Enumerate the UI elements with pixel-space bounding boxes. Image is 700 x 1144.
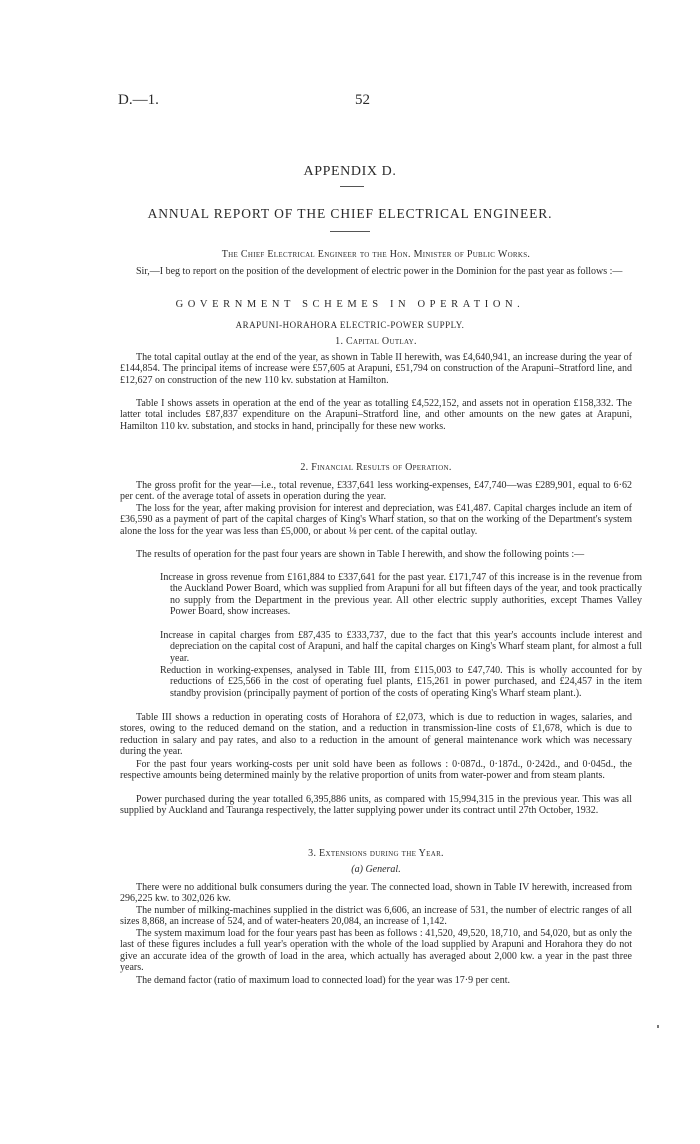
point-working-expenses: Reduction in working-expenses, analysed in Table III, from £115,003 to £47,740. This is wholly accounted for by reductions of £25,566 in the cost of operating fuel plants, £15,261 in power purchased, and £24,457 in the item standby provision (principally payment of portion of the costs of operating King's Wharf steam plant.). xyxy=(160,665,642,699)
extensions-subheading: (a) General. xyxy=(351,864,401,875)
point-capital-charges: Increase in capital charges from £87,435 to £333,737, due to the fact that this year's accounts include interest and depreciation on the capital cost of Arapuni, and half the capital charges on King's Wharf steam plant, for almost a full year. xyxy=(160,630,642,664)
appendix-title: APPENDIX D. xyxy=(303,164,397,179)
subsection-heading: ARAPUNI-HORAHORA ELECTRIC-POWER SUPPLY. xyxy=(235,320,465,330)
title-divider xyxy=(340,186,364,187)
financial-results-paragraph-6: Power purchased during the year totalled 6,395,886 units, as compared with 15,994,315 in the previous year. This was all supplied by Auckland and Tauranga respectively, the latter supplying power under its contract until 27th October, 1932. xyxy=(120,794,632,817)
financial-results-heading: 2. Financial Results of Operation. xyxy=(300,462,452,473)
address-line: The Chief Electrical Engineer to the Hon. Minister of Public Works. xyxy=(221,249,531,260)
financial-results-paragraph-4: Table III shows a reduction in operating costs of Horahora of £2,073, which is due to reduction in wages, salaries, and stores, owing to the reduced demand on the station, and a reduction in transmission-line costs of £1,678, which is due to reduction in salary and pay rates, and also to a reduction in the amount of general maintenance work which was necessary during the year. xyxy=(120,712,632,758)
report-title: ANNUAL REPORT OF THE CHIEF ELECTRICAL ENGINEER. xyxy=(147,206,553,221)
financial-results-paragraph-3: The results of operation for the past four years are shown in Table I herewith, and show the following points :— xyxy=(136,549,585,560)
capital-outlay-paragraph-1: The total capital outlay at the end of the year, as shown in Table II herewith, was £4,640,941, an increase during the year of £144,854. The principal items of increase were £57,605 at Arapuni, £51,794 on construction of the Arapuni–Stratford line, and £12,627 on construction of the new 110 kv. substation at Hamilton. xyxy=(120,352,632,386)
extensions-heading: 3. Extensions during the Year. xyxy=(308,848,444,859)
point-gross-revenue: Increase in gross revenue from £161,884 to £337,641 for the past year. £171,747 of this increase is in the revenue from the Auckland Power Board, which was supplied from Arapuni for all but fifteen days of the year, and took practically no supply from the Department in the previous year. All other electric supply authorities, except Thames Valley Power Board, show increases. xyxy=(160,572,642,618)
capital-outlay-heading: 1. Capital Outlay. xyxy=(335,336,417,347)
scan-speck xyxy=(657,1025,659,1028)
extensions-paragraph-1: There were no additional bulk consumers during the year. The connected load, shown in Table IV herewith, increased from 296,225 kw. to 302,026 kw. xyxy=(120,882,632,905)
capital-outlay-paragraph-2: Table I shows assets in operation at the end of the year as totalling £4,522,152, and assets not in operation £158,332. The latter total includes £87,837 expenditure on the Arapuni–Stratford line, and other amounts on the new gates at Arapuni, Hamilton 110 kv. substation, and stocks in hand, principally for these new works. xyxy=(120,398,632,432)
extensions-paragraph-4: The demand factor (ratio of maximum load to connected load) for the year was 17·9 per cent. xyxy=(136,975,511,986)
document-reference: D.—1. xyxy=(118,92,159,108)
salutation: Sir,—I beg to report on the position of the development of electric power in the Dominion for the past year as follows :— xyxy=(136,266,623,277)
extensions-paragraph-2: The number of milking-machines supplied in the district was 6,606, an increase of 531, the number of electric ranges of all sizes 8,868, an increase of 524, and of water-heaters 20,084, an increase of 1,142. xyxy=(120,905,632,928)
page-number: 52 xyxy=(355,92,370,108)
financial-results-paragraph-5: For the past four years working-costs per unit sold have been as follows : 0·087d., 0·187d., 0·242d., and 0·045d., the respective amounts being determined mainly by the relative proportion of units from water-power and from steam plants. xyxy=(120,759,632,782)
extensions-paragraph-3: The system maximum load for the four years past has been as follows : 41,520, 49,520, 18,710, and 54,020, but as only the last of these figures includes a full year's operation with the whole of the load supplied by Arapuni and Horahora they do not give an accurate idea of the growth of load in the area, which actually has averaged about 2,000 kw. a year in the past three years. xyxy=(120,928,632,974)
section-heading: GOVERNMENT SCHEMES IN OPERATION. xyxy=(175,299,525,310)
financial-results-paragraph-1: The gross profit for the year—i.e., total revenue, £337,641 less working-expenses, £47,740—was £289,901, equal to 6·62 per cent. of the average total of assets in operation during the year. xyxy=(120,480,632,503)
financial-results-paragraph-2: The loss for the year, after making provision for interest and depreciation, was £41,487. Capital charges include an item of £36,590 as a payment of part of the capital charges of King's Wharf station, so that on the working of the Department's system alone the loss for the year was less than £5,000, or about ⅛ per cent. of the capital outlay. xyxy=(120,503,632,537)
title-divider-2 xyxy=(330,231,370,232)
